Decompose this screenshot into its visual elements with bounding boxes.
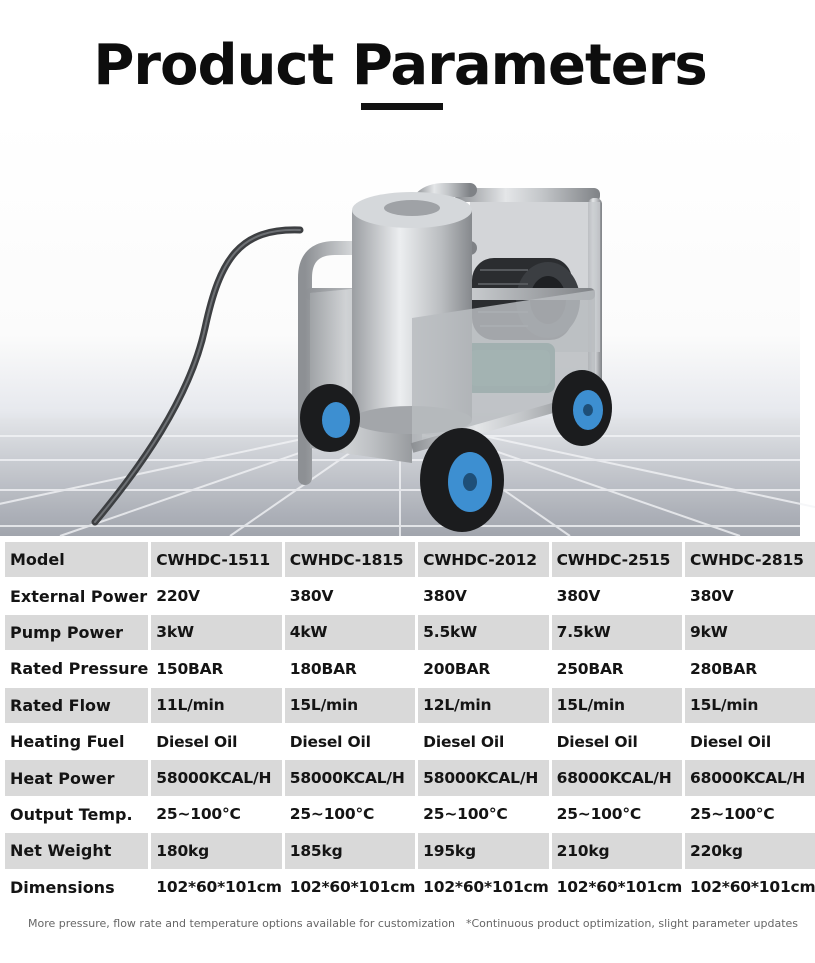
table-cell: CWHDC-1815 <box>285 542 418 578</box>
table-cell: 68000KCAL/H <box>552 760 685 796</box>
pressure-washer-illustration <box>0 118 800 536</box>
table-row <box>5 724 815 760</box>
table-cell: 25~100°C <box>285 797 418 833</box>
table-cell: 58000KCAL/H <box>418 760 551 796</box>
table-row <box>5 615 815 651</box>
table-cell: 150BAR <box>151 651 284 687</box>
table-row <box>5 833 815 869</box>
table-cell: CWHDC-2815 <box>685 542 815 578</box>
optimization-note: *Continuous product optimization, slight parameter updates <box>466 917 799 930</box>
table-cell: 3kW <box>151 615 284 651</box>
table-cell: Diesel Oil <box>151 724 284 760</box>
table-row <box>5 760 815 796</box>
table-cell: 58000KCAL/H <box>151 760 284 796</box>
table-cell: 180BAR <box>285 651 418 687</box>
wheel-front <box>420 428 504 532</box>
customization-note: More pressure, flow rate and temperature options available for customization <box>28 917 456 930</box>
table-cell: 12L/min <box>418 688 551 724</box>
wheel-rear-left <box>300 384 360 452</box>
table-cell: 380V <box>552 578 685 614</box>
table-cell: 250BAR <box>552 651 685 687</box>
table-row <box>5 797 815 833</box>
table-cell: 185kg <box>285 833 418 869</box>
table-cell: 15L/min <box>552 688 685 724</box>
table-cell: 7.5kW <box>552 615 685 651</box>
table-cell: 4kW <box>285 615 418 651</box>
table-cell: 25~100°C <box>151 797 284 833</box>
table-cell: 102*60*101cm <box>418 870 551 906</box>
row-label: Rated Pressure <box>5 651 151 687</box>
table-row <box>5 651 815 687</box>
table-cell: 380V <box>285 578 418 614</box>
table-cell: 25~100°C <box>552 797 685 833</box>
table-cell: 102*60*101cm <box>151 870 284 906</box>
table-row <box>5 688 815 724</box>
table-row <box>5 578 815 614</box>
table-cell: 25~100°C <box>685 797 815 833</box>
table-cell: 102*60*101cm <box>285 870 418 906</box>
table-cell: 102*60*101cm <box>552 870 685 906</box>
table-cell: 15L/min <box>285 688 418 724</box>
table-cell: 200BAR <box>418 651 551 687</box>
row-label: Heat Power <box>5 760 151 796</box>
row-label: Model <box>5 542 151 578</box>
table-cell: Diesel Oil <box>685 724 815 760</box>
table-cell: 68000KCAL/H <box>685 760 815 796</box>
row-label: Dimensions <box>5 870 151 906</box>
table-cell: 380V <box>685 578 815 614</box>
row-label: Rated Flow <box>5 688 151 724</box>
table-row <box>5 542 815 578</box>
table-cell: 11L/min <box>151 688 284 724</box>
table-cell: 58000KCAL/H <box>285 760 418 796</box>
table-cell: 180kg <box>151 833 284 869</box>
table-cell: CWHDC-2515 <box>552 542 685 578</box>
table-cell: CWHDC-1511 <box>151 542 284 578</box>
row-label: Heating Fuel <box>5 724 151 760</box>
table-cell: 220kg <box>685 833 815 869</box>
table-cell: 380V <box>418 578 551 614</box>
table-cell: 280BAR <box>685 651 815 687</box>
wheel-rear-right <box>552 370 612 446</box>
table-cell: 195kg <box>418 833 551 869</box>
row-label: Pump Power <box>5 615 151 651</box>
table-cell: 102*60*101cm <box>685 870 815 906</box>
parameters-table <box>5 542 815 906</box>
table-cell: 15L/min <box>685 688 815 724</box>
product-photo <box>0 118 800 536</box>
table-cell: Diesel Oil <box>552 724 685 760</box>
row-label: Output Temp. <box>5 797 151 833</box>
table-cell: Diesel Oil <box>418 724 551 760</box>
row-label: External Power <box>5 578 151 614</box>
page-title: Product Parameters <box>93 33 707 98</box>
table-cell: 9kW <box>685 615 815 651</box>
table-cell: CWHDC-2012 <box>418 542 551 578</box>
table-cell: 25~100°C <box>418 797 551 833</box>
row-label: Net Weight <box>5 833 151 869</box>
table-cell: Diesel Oil <box>285 724 418 760</box>
title-underline <box>361 103 443 110</box>
table-cell: 210kg <box>552 833 685 869</box>
table-cell: 5.5kW <box>418 615 551 651</box>
table-cell: 220V <box>151 578 284 614</box>
table-row <box>5 870 815 906</box>
